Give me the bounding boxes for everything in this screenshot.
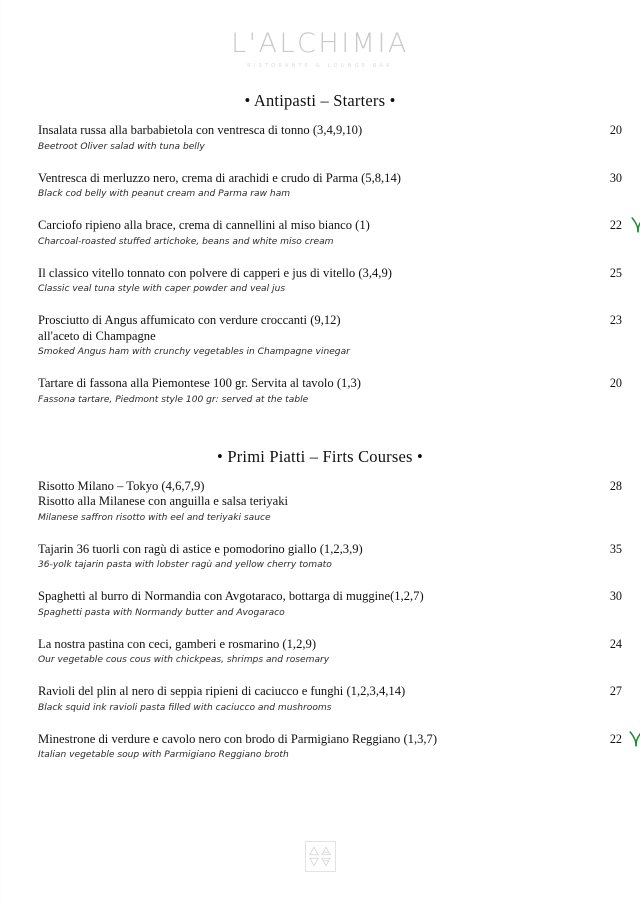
menu-item-names [38,266,468,297]
menu-item-names [38,123,468,154]
menu-item-name-line: all'aceto di Champagne [38,328,156,343]
menu-item-row [38,376,622,407]
menu-item-price: 22 [609,218,622,232]
menu-item-names [38,589,424,620]
menu-item-names [38,732,437,763]
menu-item-names [38,313,468,359]
menu-item-price: 23 [609,313,622,327]
menu-item-price: 22 [609,731,622,746]
menu-item-price: 25 [609,265,622,280]
menu-item [0,637,640,668]
brand-logo-wordmark: L'ALCHIMIA [231,28,409,59]
menu-item-row [38,637,622,668]
section-heading: • Antipasti – Starters • [244,91,396,110]
menu-item [0,218,640,249]
menu-item-price: 20 [609,376,622,390]
menu-item-row [38,479,622,525]
menu-item-row [38,589,622,620]
menu-item [0,542,640,573]
water-triangle-icon [309,857,319,867]
menu-item [0,313,640,359]
menu-item-name-line: Ravioli del plin al nero di seppia ripieni di caciucco e funghi (1,2,3,4,14) [38,684,406,698]
menu-item-description: Beetroot Oliver salad with tuna belly [38,141,205,152]
vegetarian-leaf-icon [628,730,640,748]
brand-tagline: RISTORANTE & LOUNGE BAR [247,63,393,69]
menu-item [0,266,640,297]
menu-item-name-line: Minestrone di verdure e cavolo nero con brodo di Parmigiano Reggiano (1,3,7) [38,731,438,746]
menu-item-row [38,313,622,359]
menu-item-name-line: Insalata russa alla barbabietola con ventresca di tonno (3,4,9,10) [38,123,363,137]
vegetarian-leaf-icon [630,216,640,234]
menu-item-name-line: Spaghetti al burro di Normandia con Avgotaraco, bottarga di muggine(1,2,7) [38,589,424,603]
menu-item-description: Black cod belly with peanut cream and Parma raw ham [38,189,291,199]
menu-item-price: 28 [609,478,622,493]
brand-masthead [0,0,640,69]
menu-list [0,479,640,763]
menu-item-names [38,171,468,202]
menu-item-description: Our vegetable cous cous with chickpeas, shrimps and rosemary [38,655,330,665]
menu-item [0,732,640,763]
menu-item-price: 24 [609,636,622,651]
menu-item-name-line: Carciofo ripieno alla brace, crema di cannellini al miso bianco (1) [38,218,370,232]
menu-item [0,479,640,525]
menu-item [0,589,640,620]
menu-item-row [38,218,622,249]
menu-item-row [38,266,622,297]
menu-item-row [38,123,622,154]
menu-item-row [38,542,622,573]
menu-item [0,684,640,715]
menu-item-name-line: Risotto alla Milanese con anguilla e salsa teriyaki [38,494,289,508]
menu-item [0,171,640,202]
menu-item-description: Milanese saffron risotto with eel and teriyaki sauce [38,512,271,523]
menu-item-name-line: Ventresca di merluzzo nero, crema di arachidi e crudo di Parma (5,8,14) [38,170,401,185]
menu-item-names [38,376,468,407]
menu-item-description: Charcoal-roasted stuffed artichoke, beans and white miso cream [38,236,334,247]
menu-item-name-line: La nostra pastina con ceci, gamberi e rosmarino (1,2,9) [38,636,317,651]
footer-ornament [0,841,640,872]
menu-item-names [38,479,468,525]
menu-item-price: 30 [609,589,622,603]
menu-sections [0,91,640,762]
menu-item-row [38,171,622,202]
menu-item-names [38,684,468,715]
menu-item-description: Black squid ink ravioli pasta filled with caciucco and mushrooms [38,702,332,713]
menu-item-names [38,637,468,668]
menu-item-row [38,684,622,715]
fire-triangle-icon [309,846,319,856]
menu-item-names [38,542,468,573]
menu-item-price: 20 [609,123,622,137]
earth-triangle-icon [321,857,331,867]
air-triangle-icon [321,846,331,856]
menu-item-price: 30 [609,170,622,185]
menu-item-price: 27 [609,684,622,698]
menu-item-description: 36-yolk tajarin pasta with lobster ragù and yellow cherry tomato [38,560,332,570]
menu-item-name-line: Tajarin 36 tuorli con ragù di astice e pomodorino giallo (1,2,3,9) [38,541,363,556]
menu-item-name-line: Il classico vitello tonnato con polvere di capperi e jus di vitello (3,4,9) [38,265,392,280]
menu-item-description: Spaghetti pasta with Normandy butter and Avogaraco [38,607,285,618]
menu-item-name-line: Risotto Milano – Tokyo (4,6,7,9) [38,478,205,493]
menu-item-names [38,218,468,249]
menu-item-description: Italian vegetable soup with Parmigiano Reggiano broth [38,750,289,760]
menu-item-price: 35 [609,541,622,556]
menu-item-description: Classic veal tuna style with caper powder and veal jus [38,284,286,294]
menu-item-name-line: Prosciutto di Angus affumicato con verdure croccanti (9,12) [38,313,341,327]
section-heading: • Primi Piatti – Firts Courses • [217,446,423,466]
menu-item [0,376,640,407]
menu-item [0,123,640,154]
menu-item-row [38,732,622,763]
menu-item-description: Smoked Angus ham with crunchy vegetables in Champagne vinegar [38,347,350,357]
menu-item-description: Fassona tartare, Piedmont style 100 gr: served at the table [38,394,309,405]
menu-list [0,123,640,407]
four-elements-alchemy-symbol-icon [305,841,336,872]
menu-item-name-line: Tartare di fassona alla Piemontese 100 gr. Servita al tavolo (1,3) [38,376,361,390]
